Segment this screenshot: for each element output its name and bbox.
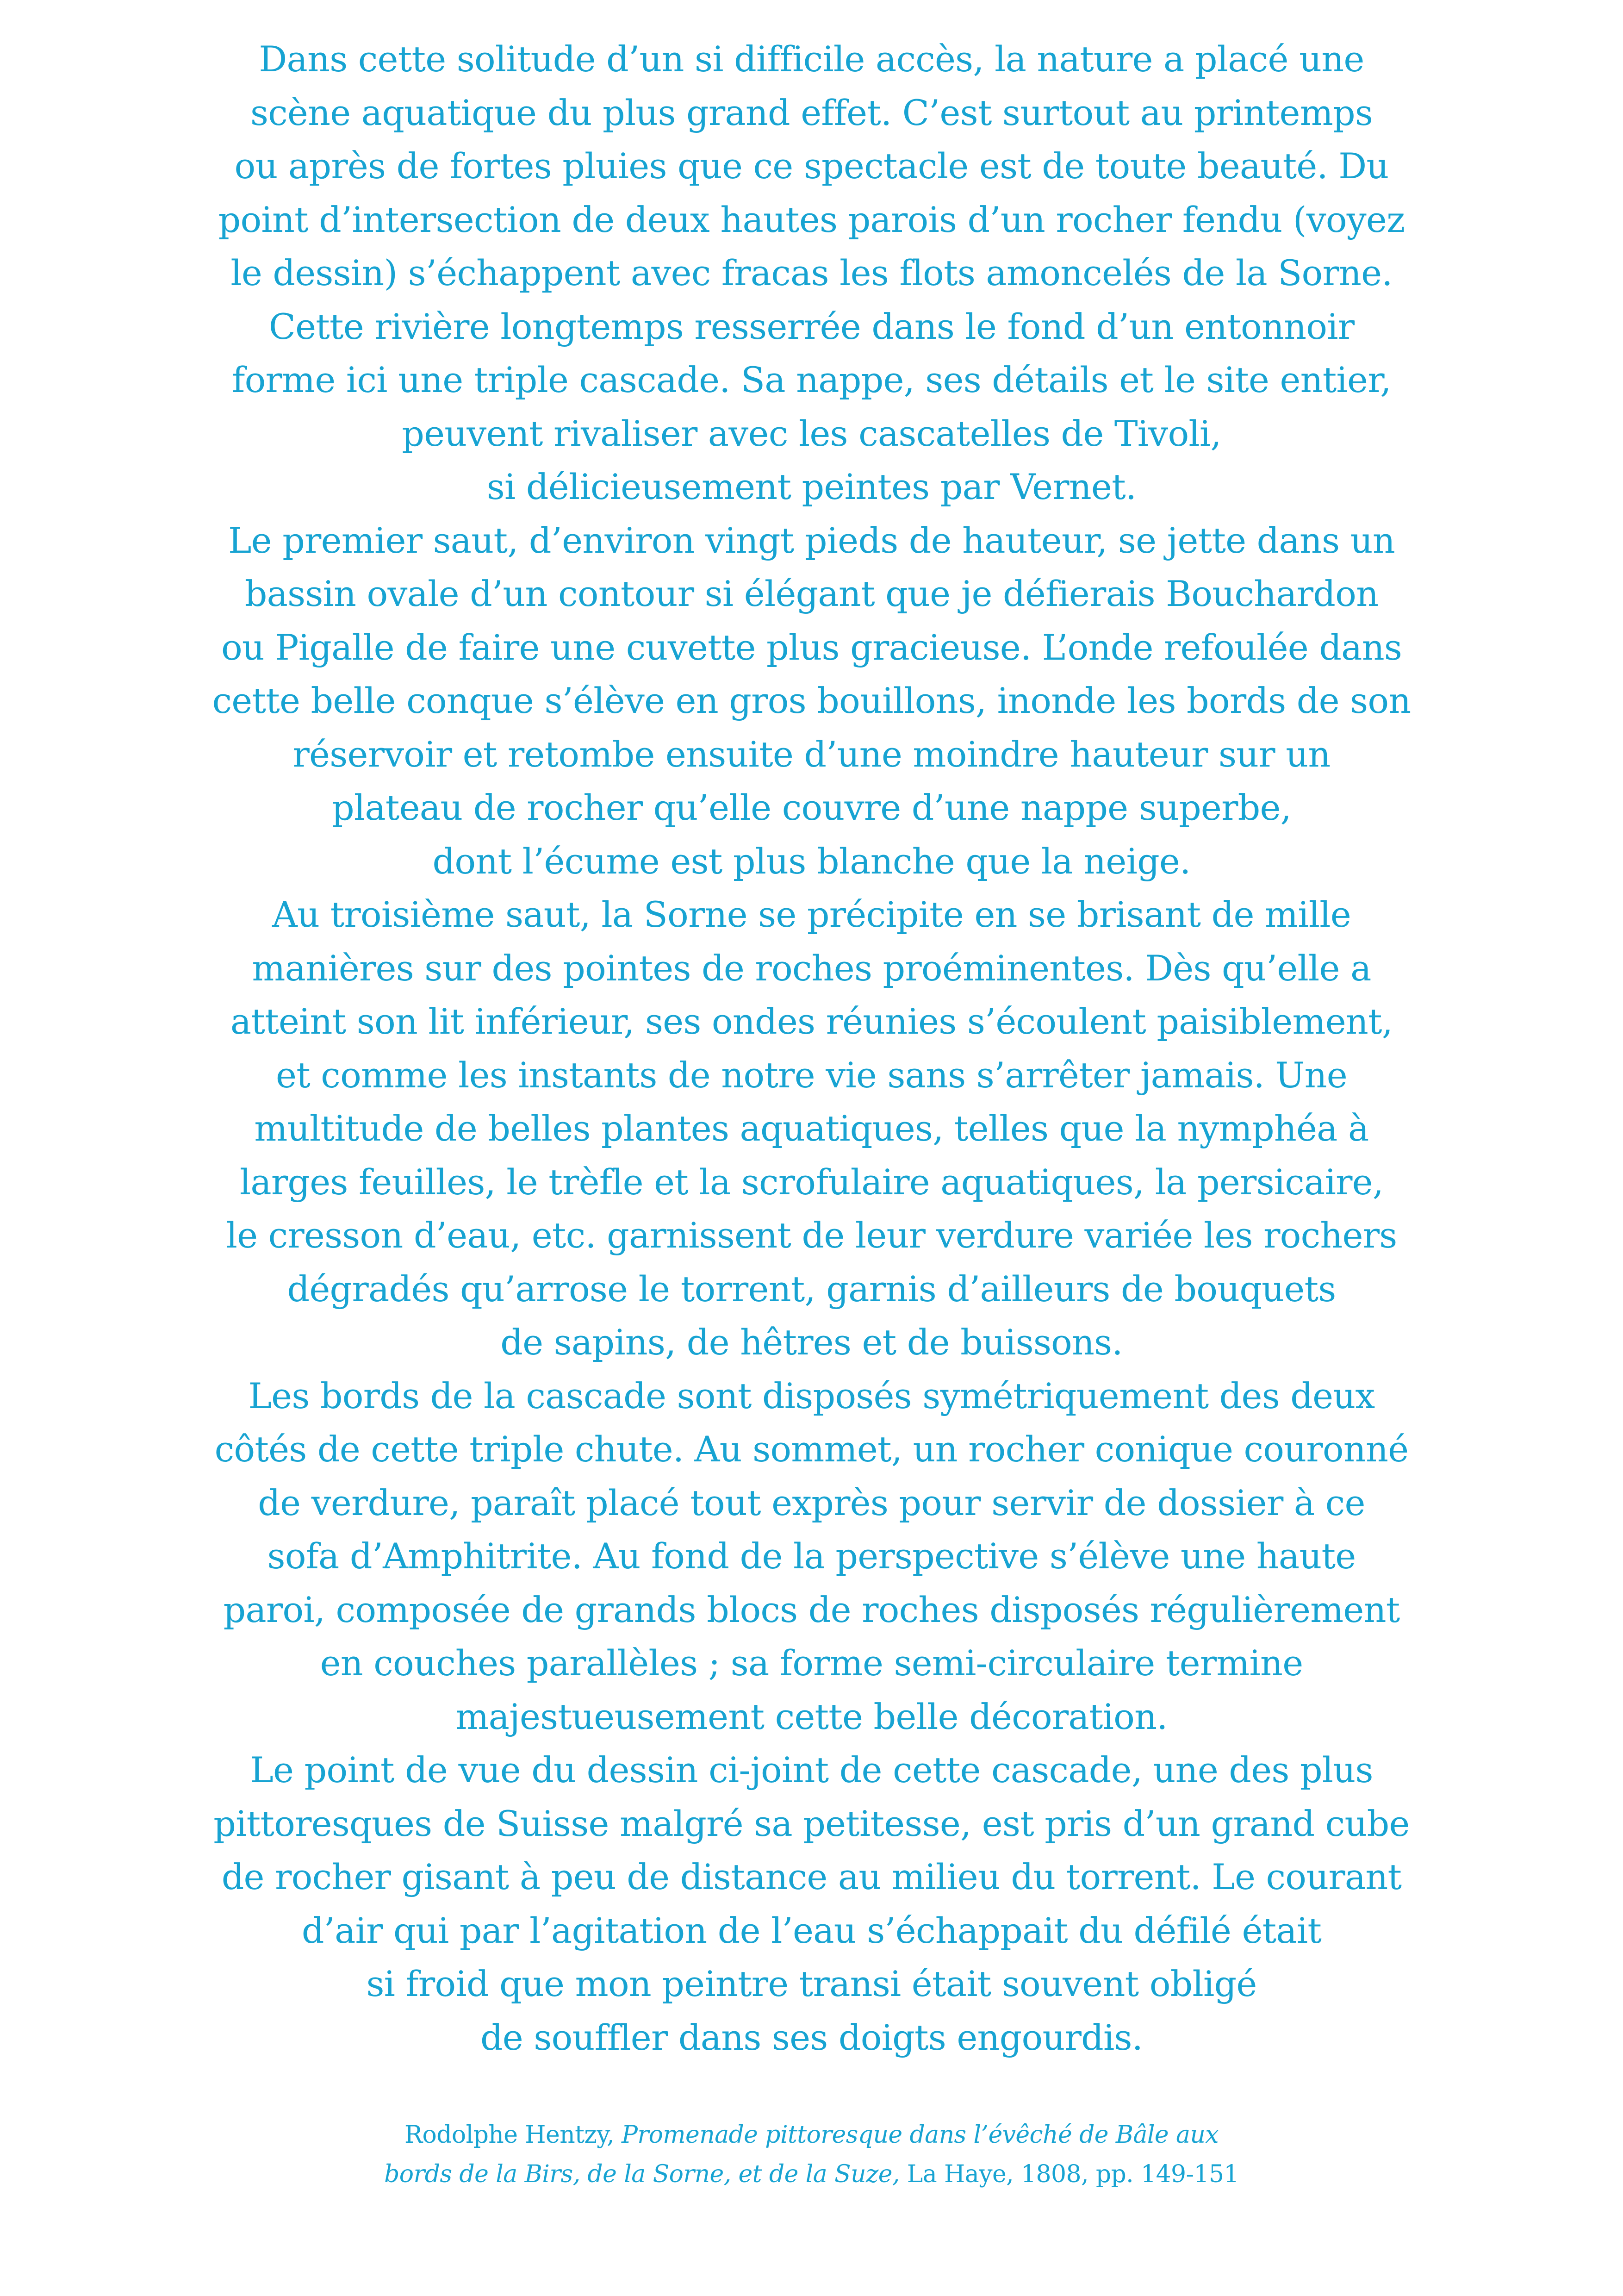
citation-line-1 xyxy=(139,2115,1484,2155)
text-line: sofa d’Amphitrite. Au fond de la perspective s’élève une haute xyxy=(267,1535,1356,1577)
text-line: pittoresques de Suisse malgré sa petitesse, est pris d’un grand cube xyxy=(213,1803,1410,1844)
citation-title-part-1: Promenade pittoresque dans l’évêché de Bâle aux xyxy=(621,2121,1219,2149)
text-line: Cette rivière longtemps resserrée dans le fond d’un entonnoir xyxy=(268,306,1355,347)
quoted-passage xyxy=(139,32,1484,2064)
text-line: forme ici une triple cascade. Sa nappe, ses détails et le site entier, xyxy=(232,359,1391,400)
text-line: point d’intersection de deux hautes parois d’un rocher fendu (voyez xyxy=(218,199,1405,240)
citation-author: Rodolphe Hentzy, xyxy=(404,2121,615,2149)
text-line: scène aquatique du plus grand effet. C’est surtout au printemps xyxy=(250,92,1373,133)
text-line: le cresson d’eau, etc. garnissent de leur verdure variée les rochers xyxy=(226,1215,1397,1256)
citation-publication: La Haye, 1808, pp. 149-151 xyxy=(907,2160,1239,2188)
text-line: si délicieusement peintes par Vernet. xyxy=(486,466,1137,507)
text-line: de sapins, de hêtres et de buissons. xyxy=(500,1322,1123,1363)
text-line: si froid que mon peintre transi était souvent obligé xyxy=(366,1963,1257,2004)
text-line: et comme les instants de notre vie sans s’arrêter jamais. Une xyxy=(276,1054,1347,1096)
text-line: en couches parallèles ; sa forme semi-circulaire termine xyxy=(320,1642,1303,1684)
text-line: de verdure, paraît placé tout exprès pour servir de dossier à ce xyxy=(258,1482,1365,1523)
text-line: paroi, composée de grands blocs de roches disposés régulièrement xyxy=(223,1589,1400,1630)
text-line: larges feuilles, le trèfle et la scrofulaire aquatiques, la persicaire, xyxy=(239,1161,1384,1203)
text-line: cette belle conque s’élève en gros bouillons, inonde les bords de son xyxy=(212,680,1411,721)
text-line: majestueusement cette belle décoration. xyxy=(455,1696,1168,1737)
text-line: côtés de cette triple chute. Au sommet, un rocher conique couronné xyxy=(214,1429,1409,1470)
text-line: ou Pigalle de faire une cuvette plus gracieuse. L’onde refoulée dans xyxy=(221,626,1402,668)
text-line: Au troisième saut, la Sorne se précipite en se brisant de mille xyxy=(272,894,1351,935)
citation-title-part-2: bords de la Birs, de la Sorne, et de la Suze, xyxy=(384,2160,900,2188)
citation-line-2 xyxy=(139,2155,1484,2194)
text-line: manières sur des pointes de roches proéminentes. Dès qu’elle a xyxy=(252,947,1371,989)
text-line: Le point de vue du dessin ci-joint de cette cascade, une des plus xyxy=(250,1749,1373,1791)
text-line: le dessin) s’échappent avec fracas les flots amoncelés de la Sorne. xyxy=(230,252,1393,293)
text-line: de rocher gisant à peu de distance au milieu du torrent. Le courant xyxy=(221,1856,1402,1897)
text-line: atteint son lit inférieur, ses ondes réunies s’écoulent paisiblement, xyxy=(230,1001,1393,1042)
text-line: multitude de belles plantes aquatiques, telles que la nymphéa à xyxy=(254,1108,1369,1149)
text-line: ou après de fortes pluies que ce spectacle est de toute beauté. Du xyxy=(234,145,1389,187)
text-line: dont l’écume est plus blanche que la neige. xyxy=(432,840,1191,882)
text-line: Dans cette solitude d’un si difficile accès, la nature a placé une xyxy=(259,38,1364,80)
text-line: de souffler dans ses doigts engourdis. xyxy=(480,2016,1143,2058)
text-line: bassin ovale d’un contour si élégant que je défierais Bouchardon xyxy=(244,573,1379,614)
citation xyxy=(139,2115,1484,2194)
text-line: réservoir et retombe ensuite d’une moindre hauteur sur un xyxy=(292,733,1331,775)
text-line: Les bords de la cascade sont disposés symétriquement des deux xyxy=(248,1375,1375,1416)
text-line: peuvent rivaliser avec les cascatelles de Tivoli, xyxy=(402,412,1221,454)
text-line: Le premier saut, d’environ vingt pieds de hauteur, se jette dans un xyxy=(228,519,1395,561)
text-line: dégradés qu’arrose le torrent, garnis d’ailleurs de bouquets xyxy=(287,1268,1336,1310)
text-line: d’air qui par l’agitation de l’eau s’échappait du défilé était xyxy=(301,1909,1322,1951)
text-line: plateau de rocher qu’elle couvre d’une nappe superbe, xyxy=(331,787,1292,828)
